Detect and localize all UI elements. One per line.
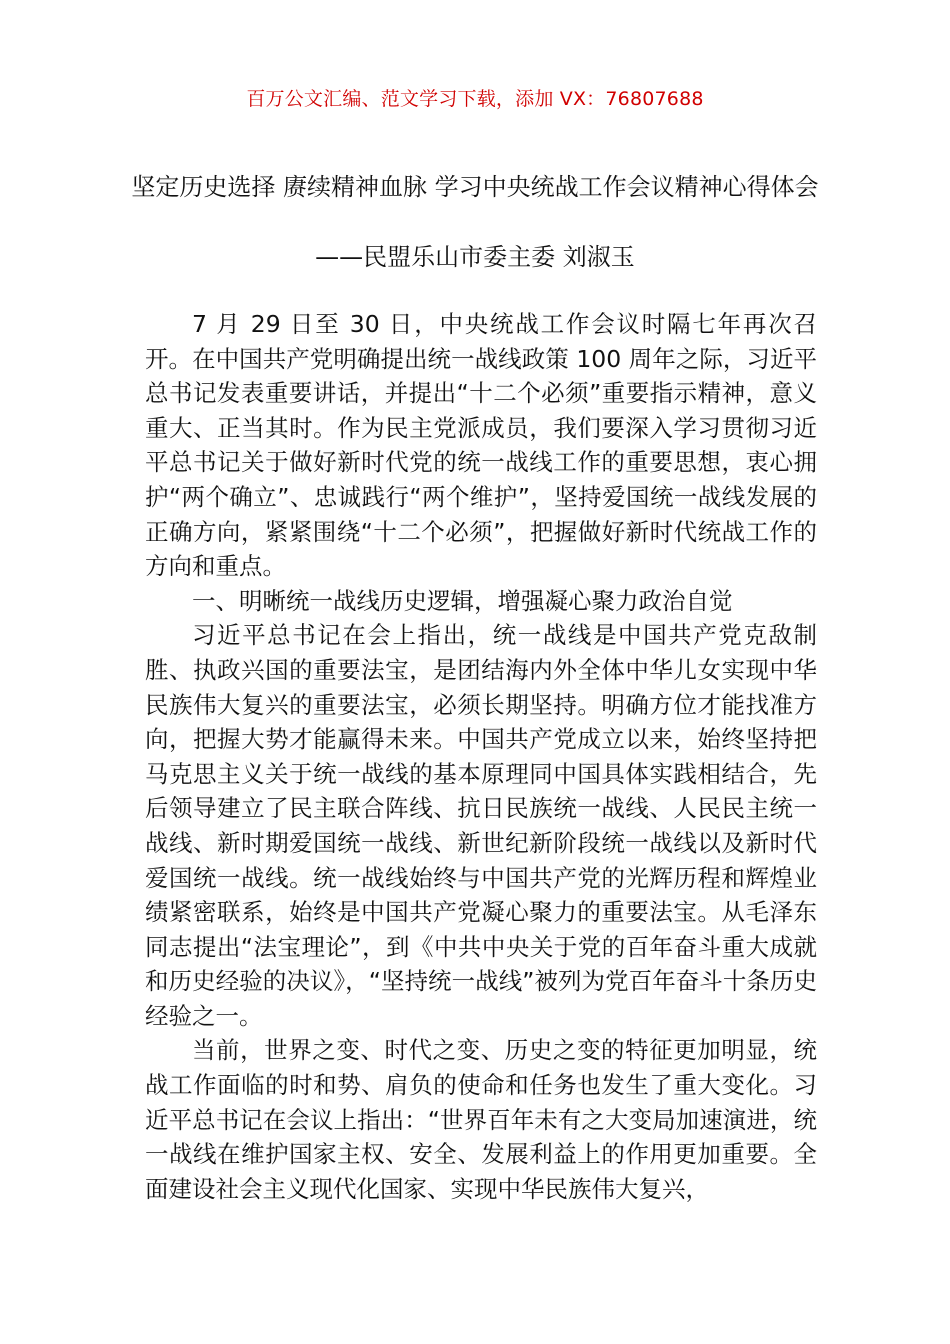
paragraph-intro: 7 月 29 日至 30 日，中央统战工作会议时隔七年再次召开。在中国共产党明确提出统一战线政策 100 周年之际，习近平总书记发表重要讲话，并提出“十二个必须”重要指示精神，意义重大、正当其时。作为民主党派成员，我们要深入学习贯彻习近平总书记关于做好新时代党的统一战线工作的重要思想，衷心拥护“两个确立”、忠诚践行“两个维护”，坚持爱国统一战线发展的正确方向，紧紧围绕“十二个必须”，把握做好新时代统战工作的方向和重点。 — [145, 310, 817, 581]
document-title: 坚定历史选择 赓续精神血脉 学习中央统战工作会议精神心得体会 — [131, 173, 819, 201]
section-heading-1: 一、明晰统一战线历史逻辑，增强凝心聚力政治自觉 — [192, 586, 733, 615]
document-body — [145, 307, 817, 1206]
paragraph-current: 当前，世界之变、时代之变、历史之变的特征更加明显，统战工作面临的时和势、肩负的使命和任务也发生了重大变化。习近平总书记在会议上指出：“世界百年未有之大变局加速演进，统一战线在维护国家主权、安全、发展利益上的作用更加重要。全面建设社会主义现代化国家、实现中华民族伟大复兴， — [145, 1036, 817, 1203]
author-line: ——民盟乐山市委主委 刘淑玉 — [315, 243, 635, 271]
header-banner: 百万公文汇编、范文学习下载，添加 VX：76807688 — [246, 88, 704, 110]
paragraph-history: 习近平总书记在会上指出，统一战线是中国共产党克敌制胜、执政兴国的重要法宝，是团结海内外全体中华儿女实现中华民族伟大复兴的重要法宝，必须长期坚持。明确方位才能找准方向，把握大势才能赢得未来。中国共产党成立以来，始终坚持把马克思主义关于统一战线的基本原理同中国具体实践相结合，先后领导建立了民主联合阵线、抗日民族统一战线、人民民主统一战线、新时期爱国统一战线、新世纪新阶段统一战线以及新时代爱国统一战线。统一战线始终与中国共产党的光辉历程和辉煌业绩紧密联系，始终是中国共产党凝心聚力的重要法宝。从毛泽东同志提出“法宝理论”，到《中共中央关于党的百年奋斗重大成就和历史经验的决议》，“坚持统一战线”被列为党百年奋斗十条历史经验之一。 — [145, 621, 817, 1030]
